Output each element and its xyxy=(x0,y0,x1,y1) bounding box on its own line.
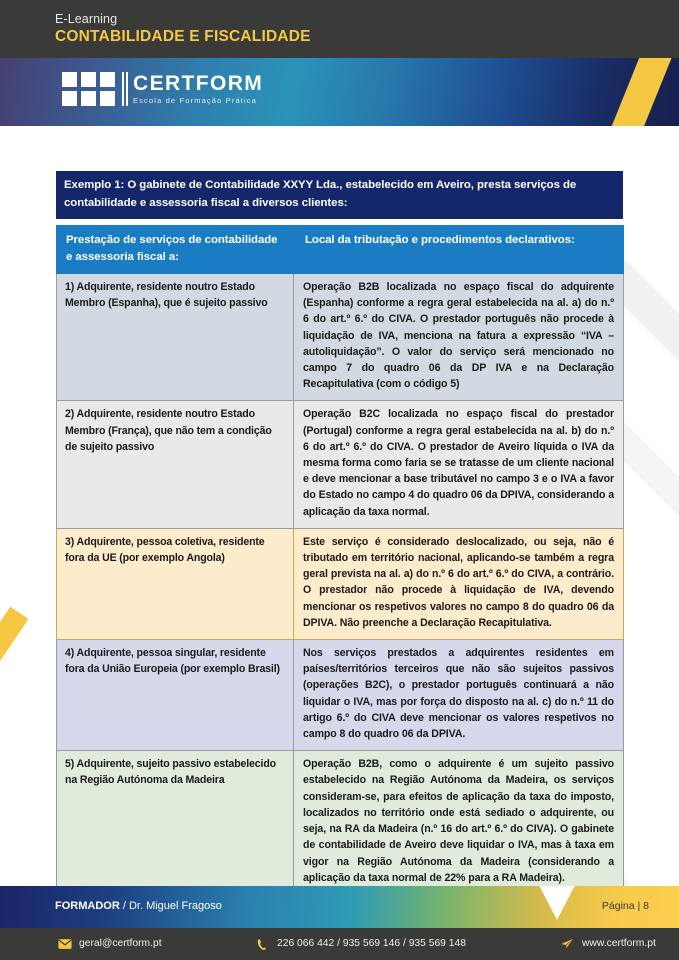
vat-localization-table xyxy=(56,225,624,886)
table-row xyxy=(57,528,624,639)
contact-bar xyxy=(0,928,679,960)
footer-trainer-name: / Dr. Miguel Fragoso xyxy=(122,900,222,912)
top-header-bar xyxy=(0,0,679,58)
logo-tagline: Escola de Formação Prática xyxy=(133,95,257,105)
contact-phone[interactable] xyxy=(256,937,466,950)
contact-website-text: www.certform.pt xyxy=(582,938,656,949)
table-header-row xyxy=(57,226,624,274)
row-description: Este serviço é considerado deslocalizado, ou seja, não é tributado em território nacional, aplicando-se também a regra geral prevista na al. a) do n.º 6 do art.º 6.º do CIVA, a contrário. O prestador não procede à liquidação de IVA, devendo mencionar os respetivos valores no campo 8 do quadro 06 da DPIVA. Não preenche a Declaração Recapitulativa. xyxy=(294,528,624,639)
row-label: 3) Adquirente, pessoa coletiva, residente fora da UE (por exemplo Angola) xyxy=(57,528,294,639)
phone-icon xyxy=(256,938,270,950)
row-description: Operação B2C localizada no espaço fiscal do prestador (Portugal) conforme a regra geral estabelecida na al. b) do n.º 6 do art.º 6.º do CIVA. O prestador de Aveiro líquida o IVA da mesma forma como faria se se tratasse de um cliente nacional e deve mencionar a base tributável no campo 3 e o IVA a favor do Estado no campo 4 do quadro 06 da DPIVA, considerando a aplicação da taxa normal. xyxy=(294,401,624,528)
contact-email-text: geral@certform.pt xyxy=(79,938,162,949)
table-row xyxy=(57,274,624,401)
contact-phone-text: 226 066 442 / 935 569 146 / 935 569 148 xyxy=(277,938,466,949)
example-banner: Exemplo 1: O gabinete de Contabilidade XXYY Lda., estabelecido em Aveiro, presta serviços de contabilidade e assessoria fiscal a diversos clientes: xyxy=(56,171,623,219)
row-label: 4) Adquirente, pessoa singular, residente fora da União Europeia (por exemplo Brasil) xyxy=(57,640,294,751)
logo-squares-icon xyxy=(62,72,115,106)
diagonal-stripe-icon xyxy=(596,58,676,126)
column-header-service: Prestação de serviços de contabilidade e assessoria fiscal a: xyxy=(57,226,294,274)
logo-text-block xyxy=(133,73,263,106)
contact-email[interactable] xyxy=(58,937,162,950)
course-eyebrow: E-Learning xyxy=(55,12,118,26)
column-header-taxation: Local da tributação e procedimentos declarativos: xyxy=(294,226,624,274)
row-label: 2) Adquirente, residente noutro Estado Membro (França), que não tem a condição de sujeito passivo xyxy=(57,401,294,528)
table-row xyxy=(57,640,624,751)
certform-logo xyxy=(62,72,263,106)
brand-band xyxy=(0,58,679,126)
left-diagonal-accent-icon xyxy=(0,607,28,686)
footer-trainer xyxy=(55,899,222,913)
row-description: Nos serviços prestados a adquirentes residentes em países/territórios terceiros que não são sujeitos passivos (operações B2C), o prestador português continuará a não liquidar o IVA, mas por força do disposto na al. c) do n.º 11 do artigo 6.º do CIVA deve mencionar os valores respetivos no campo 8 do quadro 06 da DPIVA. xyxy=(294,640,624,751)
logo-name: CERTFORM xyxy=(133,71,264,95)
page-content xyxy=(0,126,679,886)
footer-band xyxy=(0,886,679,928)
contact-website[interactable] xyxy=(561,937,656,950)
course-title: CONTABILIDADE E FISCALIDADE xyxy=(55,28,311,45)
row-label: 1) Adquirente, residente noutro Estado Membro (Espanha), que é sujeito passivo xyxy=(57,274,294,401)
row-label: 5) Adquirente, sujeito passivo estabelecido na Região Autónoma da Madeira xyxy=(57,751,294,886)
envelope-icon xyxy=(58,938,72,950)
table-row xyxy=(57,401,624,528)
page-number: Página | 8 xyxy=(601,900,649,912)
paper-plane-icon xyxy=(561,938,575,950)
logo-bars-icon xyxy=(122,72,128,106)
footer-trainer-label: FORMADOR xyxy=(55,900,120,912)
footer-wedge-icon xyxy=(527,886,587,920)
row-description: Operação B2B, como o adquirente é um sujeito passivo estabelecido na Região Autónoma da Madeira, os serviços consideram-se, para efeitos de aplicação da taxa do imposto, localizados no território onde está sediado o adquirente, ou seja, na RA da Madeira (n.º 16 do art.º 6.º do CIVA). O gabinete de contabilidade de Aveiro deve liquidar o IVA, mas à taxa em vigor na Região Autónoma da Madeira (considerando a aplicação da taxa normal de 22% para a RA Madeira). xyxy=(294,751,624,886)
table-row xyxy=(57,751,624,886)
row-description: Operação B2B localizada no espaço fiscal do adquirente (Espanha) conforme a regra geral estabelecida na al. a) do n.º 6 do art.º 6.º do CIVA. O prestador português não procede à liquidação de IVA, menciona na fatura a expressão “IVA – autoliquidação”. O valor do serviço será mencionado no campo 7 do quadro 06 da DP IVA e na Declaração Recapitulativa (com o código 5) xyxy=(294,274,624,401)
